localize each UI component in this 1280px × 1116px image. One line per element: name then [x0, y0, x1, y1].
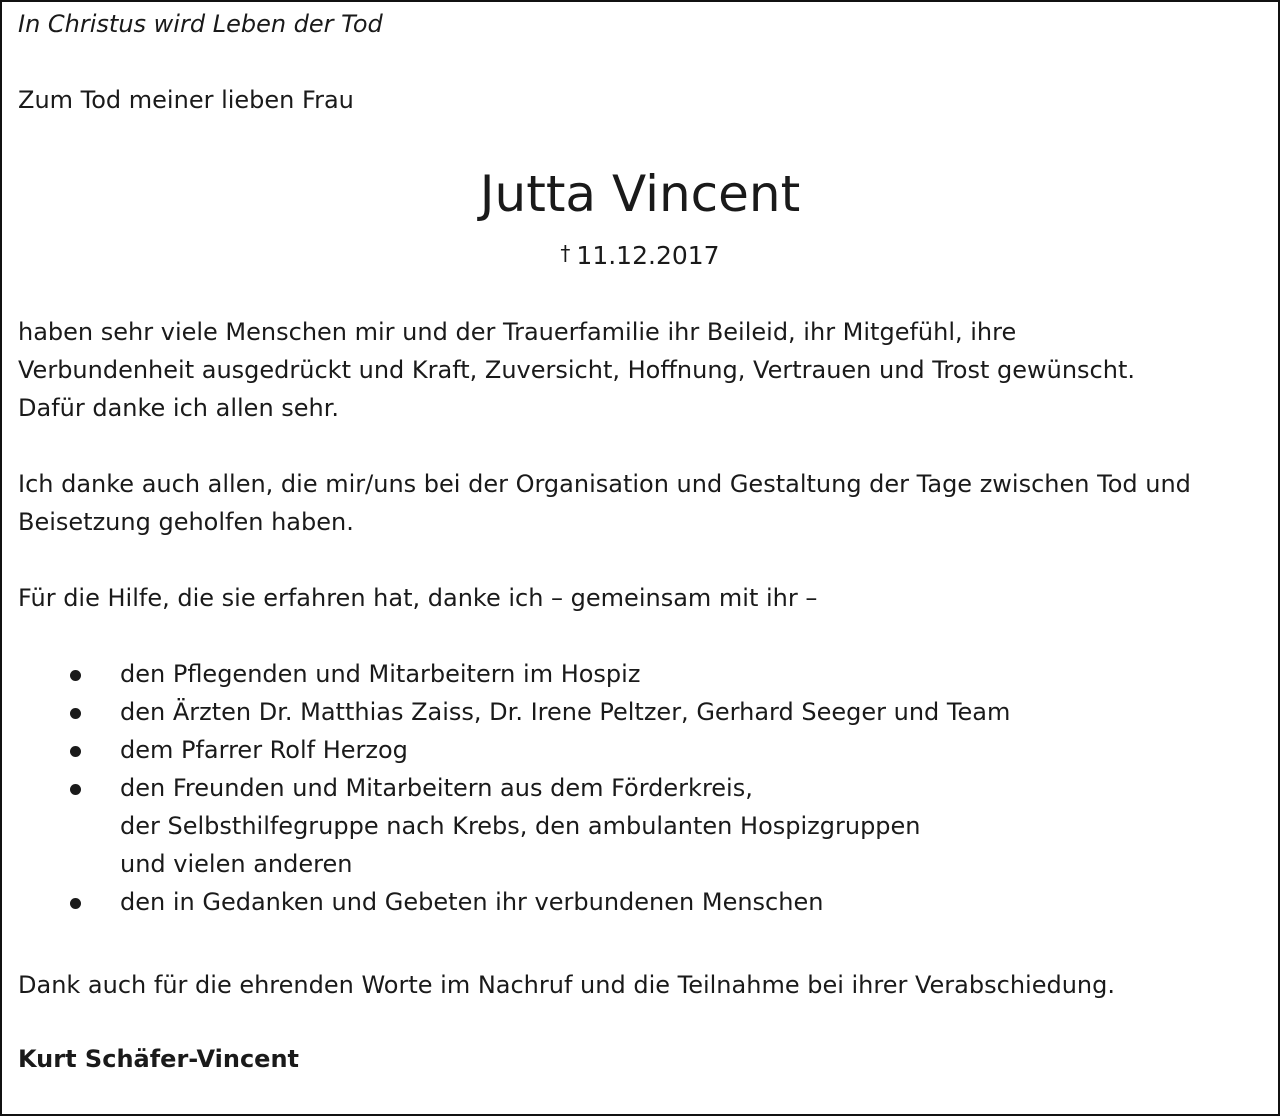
death-date: 11.12.2017	[576, 241, 720, 270]
paragraph-organisation	[18, 465, 1268, 541]
motto: In Christus wird Leben der Tod	[18, 10, 383, 38]
list-item	[18, 883, 1268, 921]
paragraph-line: Dank auch für die ehrenden Worte im Nachruf und die Teilnahme bei ihrer Verabschiedung.	[18, 971, 1115, 999]
bullet-icon	[70, 708, 81, 719]
paragraph-condolences	[18, 313, 1268, 427]
paragraph-line: Für die Hilfe, die sie erfahren hat, danke ich – gemeinsam mit ihr –	[18, 584, 818, 612]
list-item-text: den Ärzten Dr. Matthias Zaiss, Dr. Irene Peltzer, Gerhard Seeger und Team	[120, 698, 1011, 726]
intro-line: Zum Tod meiner lieben Frau	[18, 86, 354, 114]
paragraph-line: Beisetzung geholfen haben.	[18, 508, 354, 536]
list-item	[18, 693, 1268, 731]
list-item	[18, 769, 1268, 883]
cross-icon: †	[560, 241, 571, 265]
list-item-text: der Selbsthilfegruppe nach Krebs, den ambulanten Hospizgruppen	[120, 812, 921, 840]
list-item-text: und vielen anderen	[120, 850, 353, 878]
bullet-icon	[70, 898, 81, 909]
list-item-text: den Freunden und Mitarbeitern aus dem Förderkreis,	[120, 774, 753, 802]
deceased-name: Jutta Vincent	[479, 165, 801, 223]
list-item	[18, 655, 1268, 693]
list-item-text: den in Gedanken und Gebeten ihr verbundenen Menschen	[120, 888, 824, 916]
paragraph-line: haben sehr viele Menschen mir und der Trauerfamilie ihr Beileid, ihr Mitgefühl, ihre	[18, 318, 1017, 346]
death-date-line	[2, 236, 1278, 273]
list-item-text: den Pflegenden und Mitarbeitern im Hospiz	[120, 660, 641, 688]
paragraph-help-intro	[18, 579, 1268, 617]
signature: Kurt Schäfer-Vincent	[18, 1045, 300, 1073]
paragraph-line: Ich danke auch allen, die mir/uns bei der Organisation und Gestaltung der Tage zwischen Tod und	[18, 470, 1191, 498]
bullet-icon	[70, 784, 81, 795]
paragraph-line: Dafür danke ich allen sehr.	[18, 394, 340, 422]
bullet-icon	[70, 746, 81, 757]
bullet-icon	[70, 670, 81, 681]
paragraph-line: Verbundenheit ausgedrückt und Kraft, Zuversicht, Hoffnung, Vertrauen und Trost gewünscht.	[18, 356, 1135, 384]
paragraph-closing	[18, 966, 1268, 1004]
list-item-text: dem Pfarrer Rolf Herzog	[120, 736, 408, 764]
thanks-list	[18, 655, 1268, 921]
list-item	[18, 731, 1268, 769]
